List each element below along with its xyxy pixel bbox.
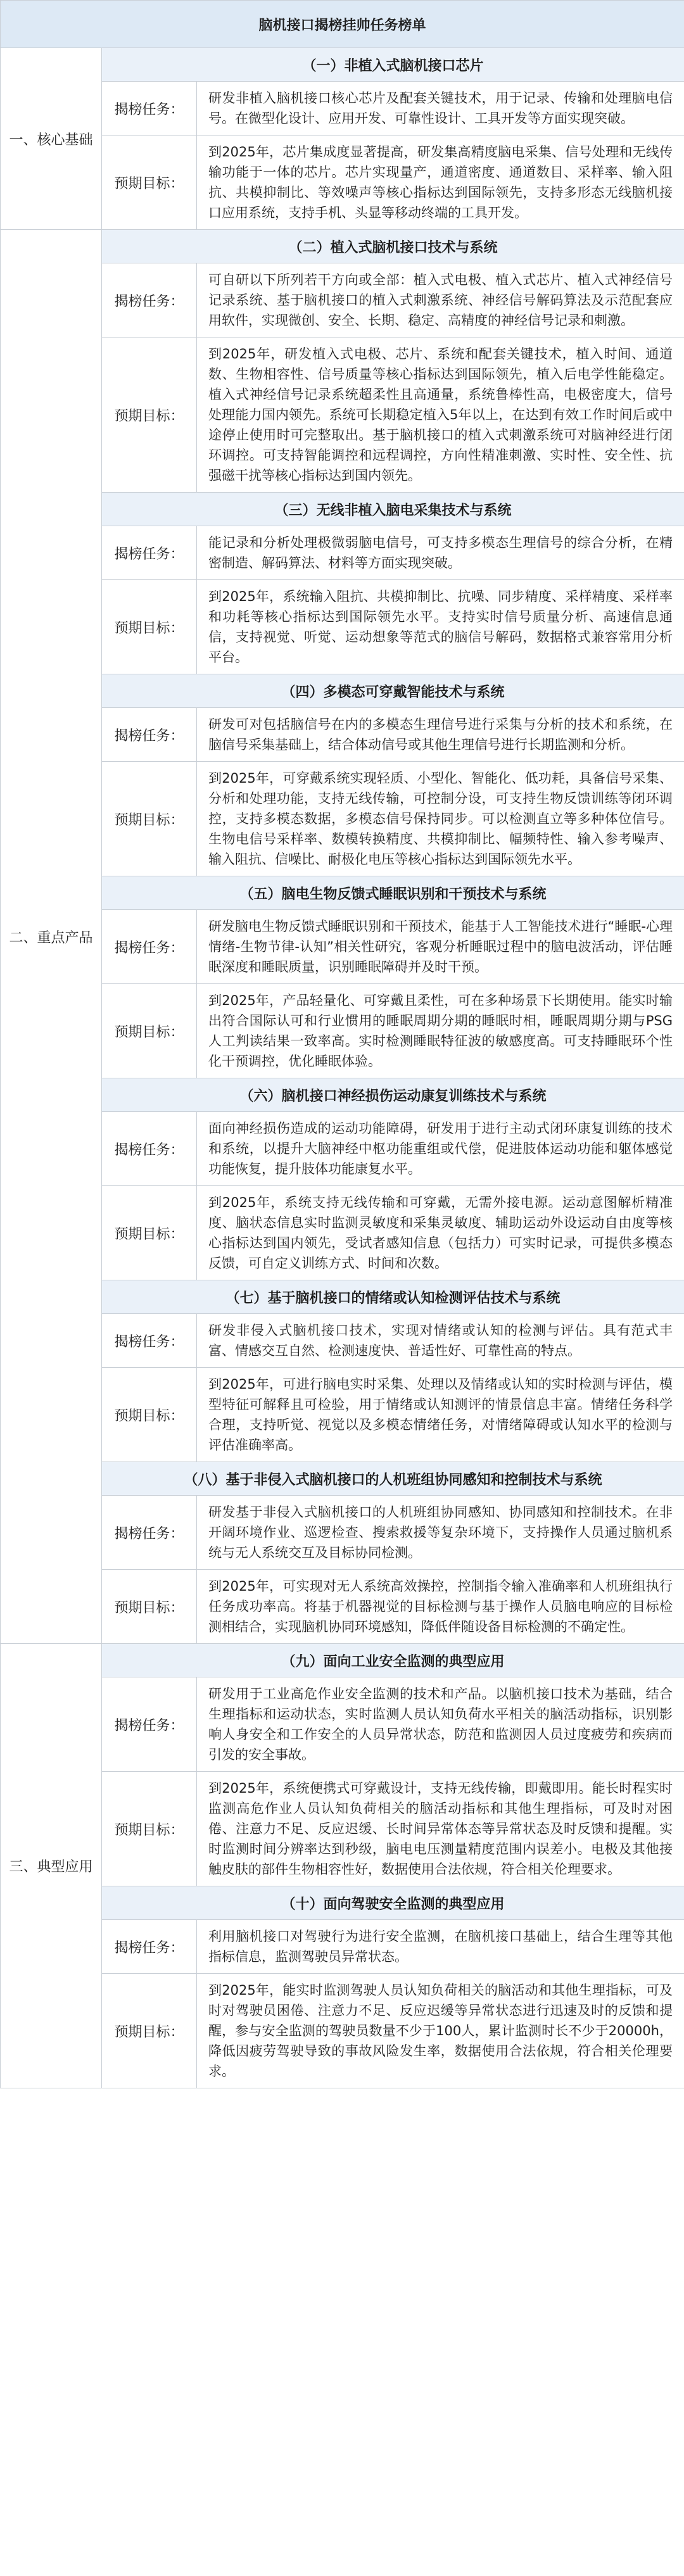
task-text: 能记录和分析处理极微弱脑电信号，可支持多模态生理信号的综合分析，在精密制造、解码算法、材料等方面实现突破。: [197, 526, 684, 580]
task-text: 面向神经损伤造成的运动功能障碍，研发用于进行主动式闭环康复训练的技术和系统，以提升大脑神经中枢功能重组或代偿，促进肢体运动功能和躯体感觉功能恢复，提升肢体功能康复水平。: [197, 1112, 684, 1186]
item-title-row: [1, 1078, 684, 1112]
goal-row: [1, 136, 684, 230]
goal-text: 到2025年，系统输入阻抗、共模抑制比、抗噪、同步精度、采样精度、采样率和功耗等核心指标达到国际领先水平。支持实时信号质量分析、高速信息通信，支持视觉、听觉、运动想象等范式的脑信号解码，数据格式兼容常用分析平台。: [197, 580, 684, 674]
goal-text: 到2025年，芯片集成度显著提高，研发集高精度脑电采集、信号处理和无线传输功能于一体的芯片。芯片实现量产，通道密度、通道数目、采样率、输入阻抗、共模抑制比、等效噪声等核心指标达到国际领先，支持多形态无线脑机接口应用系统，支持手机、头显等移动终端的工具开发。: [197, 136, 684, 230]
task-text: 研发用于工业高危作业安全监测的技术和产品。以脑机接口技术为基础，结合生理指标和运动状态，实时监测人员认知负荷水平相关的脑活动指标，识别影响人身安全和工作安全的人员异常状态，防范和监测因人员过度疲劳和疾病而引发的安全事故。: [197, 1677, 684, 1772]
item-title: （一）非植入式脑机接口芯片: [102, 48, 684, 82]
task-label: 揭榜任务：: [102, 1314, 197, 1368]
goal-label: 预期目标：: [102, 338, 197, 493]
task-label: 揭榜任务：: [102, 82, 197, 136]
item-title: （四）多模态可穿戴智能技术与系统: [102, 674, 684, 708]
goal-row: [1, 338, 684, 493]
goal-text: 到2025年，研发植入式电极、芯片、系统和配套关键技术，植入时间、通道数、生物相容性、信号质量等核心指标达到国际领先，植入后电学性能稳定。植入式神经信号记录系统超柔性且高通量，系统鲁棒性高，电极密度大，信号处理能力国内领先。系统可长期稳定植入5年以上，在达到有效工作时间后或中途停止使用时可完整取出。基于脑机接口的植入式刺激系统可对脑神经进行闭环调控。可支持智能调控和远程调控，方向性精准刺激、实时性、安全性、抗强磁干扰等核心指标达到国内领先。: [197, 338, 684, 493]
goal-text: 到2025年，产品轻量化、可穿戴且柔性，可在多种场景下长期使用。能实时输出符合国际认可和行业惯用的睡眠周期分期的睡眠时相，睡眠周期分期与PSG人工判读结果一致率高。实时检测睡眠特征波的敏感度高。可支持睡眠环个性化干预调控，优化睡眠体验。: [197, 984, 684, 1078]
task-row: [1, 1112, 684, 1186]
task-label: 揭榜任务：: [102, 1677, 197, 1772]
task-label: 揭榜任务：: [102, 263, 197, 338]
goal-row: [1, 1368, 684, 1462]
goal-text: 到2025年，系统支持无线传输和可穿戴，无需外接电源。运动意图解析精准度、脑状态信息实时监测灵敏度和采集灵敏度、辅助运动外设运动自由度等核心指标达到国内领先，受试者感知信息（包括力）可实时记录，可提供多模态反馈，可自定义训练方式、时间和次数。: [197, 1186, 684, 1280]
goal-label: 预期目标：: [102, 136, 197, 230]
item-title-row: [1, 230, 684, 263]
item-title: （二）植入式脑机接口技术与系统: [102, 230, 684, 263]
item-title: （五）脑电生物反馈式睡眠识别和干预技术与系统: [102, 876, 684, 910]
title-row: [1, 1, 684, 48]
goal-row: [1, 1186, 684, 1280]
item-title: （六）脑机接口神经损伤运动康复训练技术与系统: [102, 1078, 684, 1112]
item-title: （十）面向驾驶安全监测的典型应用: [102, 1886, 684, 1920]
table-title: 脑机接口揭榜挂帅任务榜单: [1, 1, 684, 48]
goal-text: 到2025年，系统便携式可穿戴设计，支持无线传输，即戴即用。能长时程实时监测高危作业人员认知负荷相关的脑活动指标和其他生理指标，可及时对困倦、注意力不足、反应迟缓、长时间异常体态等异常状态及时反馈和提醒。实时监测时间分辨率达到秒级，脑电电压测量精度范围内误差小。电极及其他接触皮肤的部件生物相容性好，数据使用合法依规，符合相关伦理要求。: [197, 1772, 684, 1886]
category-label: 二、重点产品: [1, 230, 102, 1644]
item-title: （九）面向工业安全监测的典型应用: [102, 1644, 684, 1677]
task-row: [1, 708, 684, 762]
goal-row: [1, 580, 684, 674]
task-label: 揭榜任务：: [102, 708, 197, 762]
goal-row: [1, 1974, 684, 2088]
item-title: （七）基于脑机接口的情绪或认知检测评估技术与系统: [102, 1280, 684, 1314]
goal-text: 到2025年，可穿戴系统实现轻质、小型化、智能化、低功耗，具备信号采集、分析和处理功能，支持无线传输，可控制分设，可支持生物反馈训练等闭环调控，支持多模态数据，多模态信号保持同步。可以检测直立等多种体位信号。生物电信号采样率、数模转换精度、共模抑制比、幅频特性、输入参考噪声、输入阻抗、信噪比、耐极化电压等核心指标达到国际领先水平。: [197, 762, 684, 876]
goal-row: [1, 762, 684, 876]
category-label: 一、核心基础: [1, 48, 102, 230]
category-label: 三、典型应用: [1, 1644, 102, 2088]
task-text: 研发非侵入式脑机接口技术，实现对情绪或认知的检测与评估。具有范式丰富、情感交互自然、检测速度快、普适性好、可靠性高的特点。: [197, 1314, 684, 1368]
goal-label: 预期目标：: [102, 1368, 197, 1462]
task-row: [1, 1677, 684, 1772]
goal-label: 预期目标：: [102, 1974, 197, 2088]
goal-label: 预期目标：: [102, 1570, 197, 1644]
task-label: 揭榜任务：: [102, 1112, 197, 1186]
goal-text: 到2025年，能实时监测驾驶人员认知负荷相关的脑活动和其他生理指标，可及时对驾驶员困倦、注意力不足、反应迟缓等异常状态进行迅速及时的反馈和提醒，参与安全监测的驾驶员数量不少于100人，累计监测时长不少于20000h，降低因疲劳驾驶导致的事故风险发生率，数据使用合法依规，符合相关伦理要求。: [197, 1974, 684, 2088]
item-title: （八）基于非侵入式脑机接口的人机班组协同感知和控制技术与系统: [102, 1462, 684, 1496]
item-title-row: [1, 1280, 684, 1314]
task-label: 揭榜任务：: [102, 910, 197, 984]
goal-label: 预期目标：: [102, 984, 197, 1078]
goal-text: 到2025年，可进行脑电实时采集、处理以及情绪或认知的实时检测与评估，模型特征可解释且可检验，用于情绪或认知测评的情景信息丰富。情绪任务科学合理，支持听觉、视觉以及多模态情绪任务，对情绪障碍或认知水平的检测与评估准确率高。: [197, 1368, 684, 1462]
item-title: （三）无线非植入脑电采集技术与系统: [102, 493, 684, 526]
task-row: [1, 910, 684, 984]
task-row: [1, 1314, 684, 1368]
task-row: [1, 82, 684, 136]
goal-label: 预期目标：: [102, 762, 197, 876]
goal-row: [1, 984, 684, 1078]
item-title-row: [1, 1886, 684, 1920]
goal-label: 预期目标：: [102, 1186, 197, 1280]
task-label: 揭榜任务：: [102, 526, 197, 580]
goal-row: [1, 1772, 684, 1886]
item-title-row: [1, 1644, 684, 1677]
task-text: 研发非植入脑机接口核心芯片及配套关键技术，用于记录、传输和处理脑电信号。在微型化设计、应用开发、可靠性设计、工具开发等方面实现突破。: [197, 82, 684, 136]
item-title-row: [1, 48, 684, 82]
task-text: 可自研以下所列若干方向或全部：植入式电极、植入式芯片、植入式神经信号记录系统、基于脑机接口的植入式刺激系统、神经信号解码算法及示范配套应用软件，实现微创、安全、长期、稳定、高精度的神经信号记录和刺激。: [197, 263, 684, 338]
task-row: [1, 1920, 684, 1974]
goal-label: 预期目标：: [102, 1772, 197, 1886]
task-label: 揭榜任务：: [102, 1920, 197, 1974]
task-text: 利用脑机接口对驾驶行为进行安全监测，在脑机接口基础上，结合生理等其他指标信息，监测驾驶员异常状态。: [197, 1920, 684, 1974]
item-title-row: [1, 493, 684, 526]
task-row: [1, 526, 684, 580]
task-text: 研发基于非侵入式脑机接口的人机班组协同感知、协同感知和控制技术。在非开阔环境作业、巡逻检查、搜索救援等复杂环境下，支持操作人员通过脑机系统与无人系统交互及目标协同检测。: [197, 1496, 684, 1570]
task-row: [1, 263, 684, 338]
item-title-row: [1, 1462, 684, 1496]
task-row: [1, 1496, 684, 1570]
item-title-row: [1, 674, 684, 708]
task-text: 研发脑电生物反馈式睡眠识别和干预技术，能基于人工智能技术进行“睡眠-心理情绪-生物节律-认知”相关性研究，客观分析睡眠过程中的脑电波活动，评估睡眠深度和睡眠质量，识别睡眠障碍并及时干预。: [197, 910, 684, 984]
task-text: 研发可对包括脑信号在内的多模态生理信号进行采集与分析的技术和系统，在脑信号采集基础上，结合体动信号或其他生理信号进行长期监测和分析。: [197, 708, 684, 762]
goal-label: 预期目标：: [102, 580, 197, 674]
item-title-row: [1, 876, 684, 910]
task-label: 揭榜任务：: [102, 1496, 197, 1570]
goal-row: [1, 1570, 684, 1644]
goal-text: 到2025年，可实现对无人系统高效操控，控制指令输入准确率和人机班组执行任务成功率高。将基于机器视觉的目标检测与基于操作人员脑电响应的目标检测相结合，实现脑机协同环境感知，降低伴随设备目标检测的不确定性。: [197, 1570, 684, 1644]
